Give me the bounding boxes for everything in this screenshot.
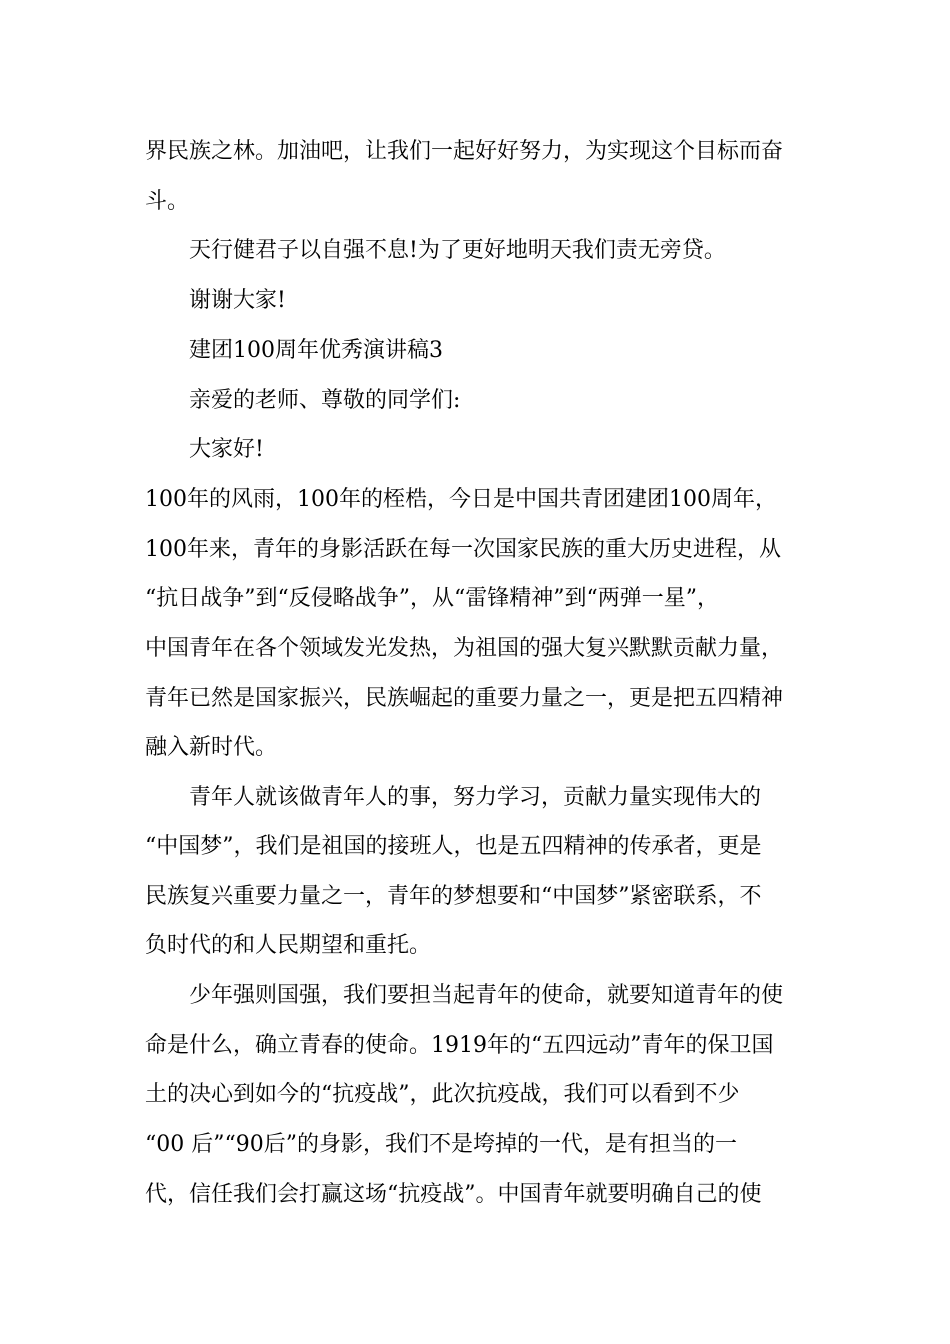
text-line: 融入新时代。	[145, 735, 278, 760]
text-line: 青年人就该做青年人的事，努力学习，贡献力量实现伟大的	[189, 785, 762, 810]
salutation: 亲爱的老师、尊敬的同学们:	[189, 388, 461, 413]
text-line: 100年的风雨，100年的桎梏，今日是中国共青团建团100周年，	[145, 487, 777, 512]
text-line: 谢谢大家!	[189, 288, 286, 313]
text-line: “中国梦”，我们是祖国的接班人，也是五四精神的传承者，更是	[145, 834, 762, 859]
text-line: 代，信任我们会打赢这场“抗疫战”。中国青年就要明确自己的使	[145, 1182, 762, 1207]
text-line: 土的决心到如今的“抗疫战”，此次抗疫战，我们可以看到不少	[145, 1082, 740, 1107]
text-line: 天行健君子以自强不息!为了更好地明天我们责无旁贷。	[189, 238, 726, 263]
text-line: “抗日战争”到“反侵略战争”，从“雷锋精神”到“两弹一星”，	[145, 586, 719, 611]
section-title: 建团100周年优秀演讲稿3	[189, 338, 443, 363]
text-line: 负时代的和人民期望和重托。	[145, 933, 432, 958]
text-line: 少年强则国强，我们要担当起青年的使命，就要知道青年的使	[189, 983, 784, 1008]
text-line: 中国青年在各个领域发光发热，为祖国的强大复兴默默贡献力量，	[145, 636, 784, 661]
text-line: 斗。	[145, 189, 190, 214]
text-line: 100年来，青年的身影活跃在每一次国家民族的重大历史进程，从	[145, 537, 781, 562]
text-line: 界民族之林。加油吧，让我们一起好好努力，为实现这个目标而奋	[145, 139, 784, 164]
text-line: “00 后”“90后”的身影，我们不是垮掉的一代，是有担当的一	[145, 1132, 737, 1157]
text-line: 民族复兴重要力量之一，青年的梦想要和“中国梦”紧密联系，不	[145, 884, 762, 909]
text-line: 青年已然是国家振兴，民族崛起的重要力量之一，更是把五四精神	[145, 686, 784, 711]
text-line: 命是什么，确立青春的使命。1919年的“五四远动”青年的保卫国	[145, 1033, 774, 1058]
greeting: 大家好!	[189, 437, 264, 462]
